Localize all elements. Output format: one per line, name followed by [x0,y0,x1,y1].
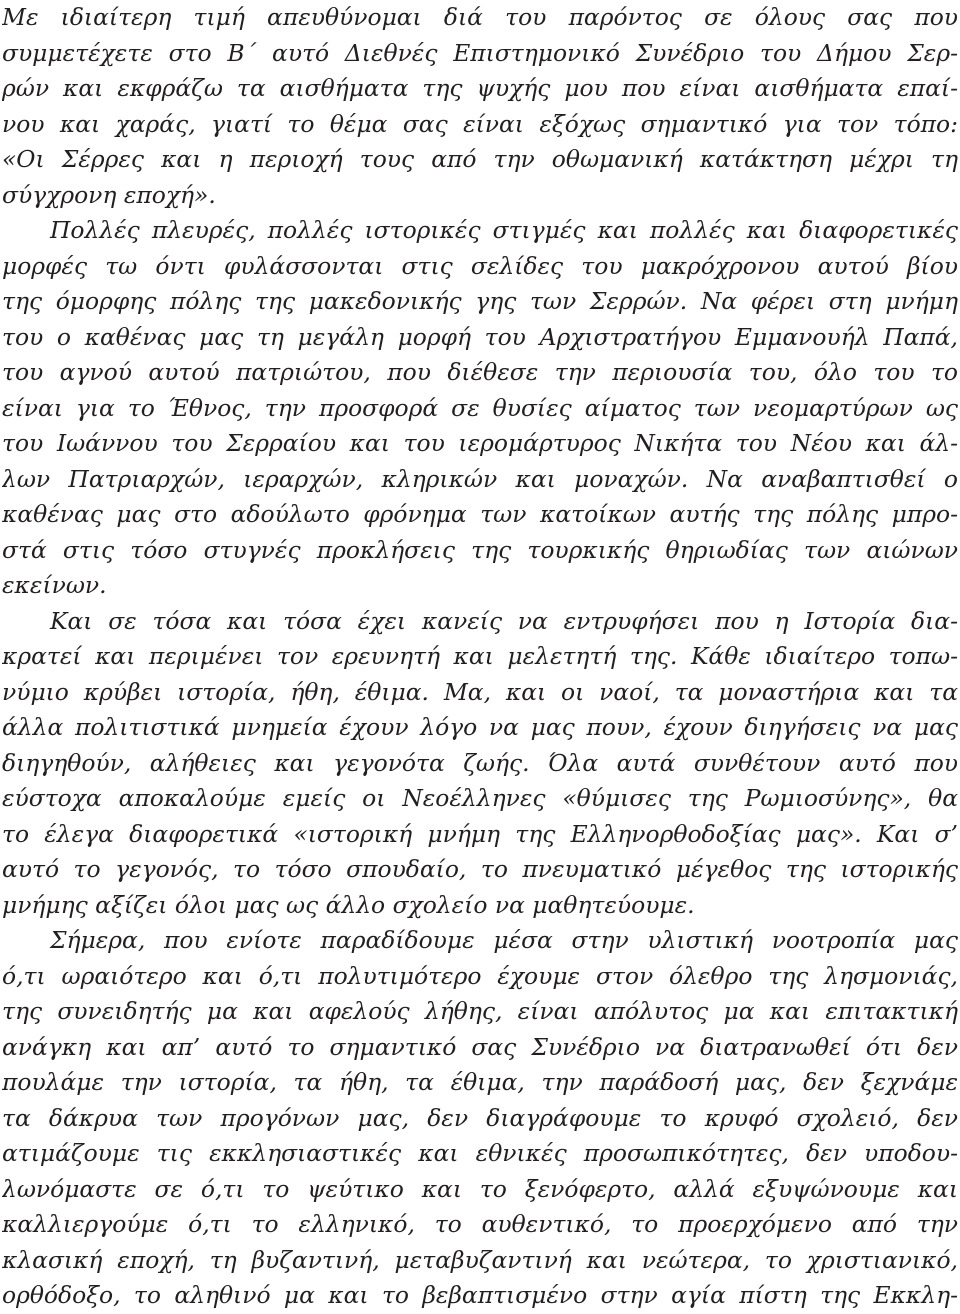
text-line: ορθόδοξο, το αληθινό μα και το βεβαπτισμένο στην αγία πίστη της Εκκλη- [2,1281,958,1309]
text-line: λωνόμαστε σε ό,τι το ψεύτικο και το ξενόφερτο, αλλά εξυψώνουμε και [2,1174,958,1203]
text-line: κρατεί και περιμένει τον ερευνητή και μελετητή της. Κάθε ιδιαίτερο τοπω- [2,642,958,670]
text-line: ανάγκη και απ’ αυτό το σημαντικό σας Συνέδριο να διατρανωθεί ότι δεν [2,1032,958,1061]
paragraph-1 [2,0,958,213]
text-line: Σήμερα, που ενίοτε παραδίδουμε μέσα στην υλιστική νοοτροπία μας [50,926,958,954]
text-line: Με ιδιαίτερη τιμή απευθύνομαι διά του παρόντος σε όλους σας που [2,3,958,31]
text-line: τα δάκρυα των προγόνων μας, δεν διαγράφουμε το κρυφό σχολειό, δεν [2,1103,958,1132]
text-line: Πολλές πλευρές, πολλές ιστορικές στιγμές και πολλές και διαφορετικές [50,216,958,244]
text-line: του Ιωάννου του Σερραίου και του ιερομάρτυρος Νικήτα του Νέου και άλ- [2,429,958,457]
text-line: αυτό το γεγονός, το τόσο σπουδαίο, το πνευματικό μέγεθος της ιστορικής [2,855,958,883]
text-line: διηγηθούν, αλήθειες και γεγονότα ζωής. Όλα αυτά συνθέτουν αυτό που [2,748,958,777]
text-line: νου και χαράς, γιατί το θέμα σας είναι εξόχως σημαντικό για τον τόπο: [2,109,958,138]
paragraph-3 [2,604,958,924]
text-line: εύστοχα αποκαλούμε εμείς οι Νεοέλληνες «θύμισες της Ρωμιοσύνης», θα [2,784,958,812]
text-line: λων Πατριαρχών, ιεραρχών, κληρικών και μοναχών. Να αναβαπτισθεί ο [2,464,958,493]
text-line: του ο καθένας μας τη μεγάλη μορφή του Αρχιστρατήγου Εμμανουήλ Παπά, [2,322,958,351]
text-line: ό,τι ωραιότερο και ό,τι πολυτιμότερο έχουμε στον όλεθρο της λησμονιάς, [2,961,958,990]
text-line: μνήμης αξίζει όλοι μας ως άλλο σχολείο να μαθητεύουμε. [2,890,695,919]
text-line: καθένας μας στο αδούλωτο φρόνημα των κατοίκων αυτής της πόλης μπρο- [2,500,958,528]
text-line: «Οι Σέρρες και η περιοχή τους από την οθωμανική κατάκτηση μέχρι τη [2,145,958,173]
paragraph-4 [2,923,958,1314]
text-line: στά στις τόσο στυγνές προκλήσεις της τουρκικής θηριωδίας των αιώνων [2,535,958,564]
text-line: νύμιο κρύβει ιστορία, ήθη, έθιμα. Μα, και οι ναοί, τα μοναστήρια και τα [2,677,958,706]
text-line: ρών και εκφράζω τα αισθήματα της ψυχής μου που είναι αισθήματα επαί- [2,74,958,102]
text-line: κλασική εποχή, τη βυζαντινή, μεταβυζαντινή και νεώτερα, το χριστιανικό, [2,1245,958,1274]
text-line: άλλα πολιτιστικά μνημεία έχουν λόγο να μας πουν, έχουν διηγήσεις να μας [2,713,958,741]
text-line: συμμετέχετε στο Β΄ αυτό Διεθνές Επιστημονικό Συνέδριο του Δήμου Σερ- [2,38,958,67]
text-line: ατιμάζουμε τις εκκλησιαστικές και εθνικές προσωπικότητες, δεν υποδου- [2,1139,958,1167]
text-line: καλλιεργούμε ό,τι το ελληνικό, το αυθεντικό, το προερχόμενο από την [2,1210,958,1238]
text-line: πουλάμε την ιστορία, τα ήθη, τα έθιμα, την παράδοσή μας, δεν ξεχνάμε [2,1068,958,1096]
text-line: της όμορφης πόλης της μακεδονικής γης των Σερρών. Να φέρει στη μνήμη [2,287,958,315]
text-line: του αγνού αυτού πατριώτου, που διέθεσε την περιουσία του, όλο του το [2,358,958,386]
text-line: της συνειδητής μα και αφελούς λήθης, είναι απόλυτος μα και επιτακτική [2,997,958,1025]
text-line: εκείνων. [2,571,107,599]
text-line: σύγχρονη εποχή». [2,180,216,209]
text-line: είναι για το Έθνος, την προσφορά σε θυσίες αίματος των νεομαρτύρων ως [2,393,958,422]
text-line: μορφές τω όντι φυλάσσονται στις σελίδες του μακρόχρονου αυτού βίου [2,251,958,280]
paragraph-2 [2,213,958,604]
text-line: Και σε τόσα και τόσα έχει κανείς να εντρυφήσει που η Ιστορία δια- [50,606,958,635]
text-line: το έλεγα διαφορετικά «ιστορική μνήμη της Ελληνορθοδοξίας μας». Και σ’ [2,819,958,848]
